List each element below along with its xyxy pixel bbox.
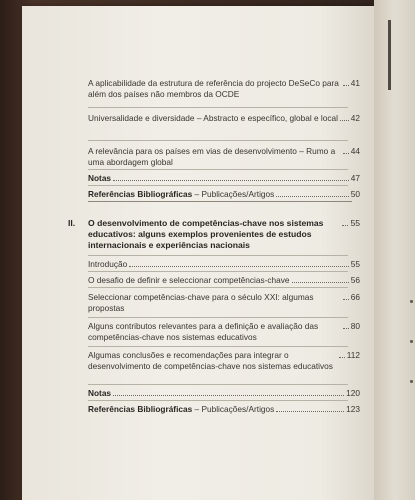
bullet-mark	[410, 380, 413, 383]
divider	[88, 287, 348, 288]
toc-entry-page: 66	[350, 292, 360, 302]
divider	[88, 271, 348, 272]
notes-page: 47	[350, 173, 360, 183]
divider	[88, 185, 348, 186]
toc-entry-page: 55	[350, 259, 360, 269]
toc-entry	[88, 78, 360, 100]
toc-entry-page: 42	[350, 113, 360, 123]
toc-entry-text: Algumas conclusões e recomendações para integrar o desenvolvimento de competências-chave nos sistemas educativos	[88, 350, 333, 371]
toc-entry-text: A relevância para os países em vias de desenvolvimento – Rumo a uma abordagem global	[88, 146, 336, 167]
references-label: Referências Bibliográficas	[88, 189, 193, 199]
references-page: 123	[346, 404, 360, 414]
references-entry	[88, 189, 360, 200]
toc-entry-text: Universalidade e diversidade – Abstracto e específico, global e local	[88, 113, 338, 123]
section-title: O desenvolvimento de competências-chave nos sistemas educativos: alguns exemplos provenientes de estudos internacionais e experiências nacionais	[88, 218, 324, 250]
section-number: II.	[68, 218, 76, 228]
section-heading	[68, 218, 360, 251]
toc-entry	[88, 321, 360, 343]
divider	[88, 400, 348, 401]
toc-entry	[88, 259, 360, 270]
toc-entry-text: A aplicabilidade da estrutura de referência do projecto DeSeCo para além dos países não membros da OCDE	[88, 78, 339, 99]
divider	[88, 384, 348, 385]
notes-page: 120	[346, 388, 360, 398]
toc-entry-page: 112	[346, 350, 360, 360]
divider	[88, 169, 348, 170]
divider	[88, 255, 348, 256]
notes-entry	[88, 388, 360, 399]
toc-entry	[88, 113, 360, 124]
toc-entry	[88, 146, 360, 168]
book-page	[22, 6, 374, 500]
references-subtitle: – Publicações/Artigos	[192, 404, 275, 414]
toc-entry	[88, 275, 360, 286]
toc-entry-text: O desafio de definir e seleccionar competências-chave	[88, 275, 290, 285]
references-subtitle: – Publicações/Artigos	[192, 189, 275, 199]
toc-entry	[88, 350, 360, 372]
bullet-mark	[410, 340, 413, 343]
toc-entry-text: Introdução	[88, 259, 128, 269]
adjacent-page-edge	[374, 0, 415, 500]
divider	[88, 107, 348, 108]
divider	[88, 317, 348, 318]
toc-entry-page: 80	[350, 321, 360, 331]
toc-entry	[88, 292, 360, 314]
toc-entry-text: Alguns contributos relevantes para a definição e avaliação das competências-chave nos sistemas educativos	[88, 321, 319, 342]
references-label: Referências Bibliográficas	[88, 404, 193, 414]
notes-entry	[88, 173, 360, 184]
toc-entry-page: 44	[350, 146, 360, 156]
toc-entry-page: 56	[350, 275, 360, 285]
divider	[88, 346, 348, 347]
divider	[88, 140, 348, 141]
toc-entry-text: Seleccionar competências-chave para o século XXI: algumas propostas	[88, 292, 314, 313]
notes-label: Notas	[88, 388, 112, 398]
toc-entry-page: 41	[350, 78, 360, 88]
references-entry	[88, 404, 360, 415]
divider	[88, 201, 352, 202]
bullet-mark	[410, 300, 413, 303]
notes-label: Notas	[88, 173, 112, 183]
section-page: 55	[350, 218, 360, 228]
adjacent-page-bar	[388, 20, 391, 90]
references-page: 50	[350, 189, 360, 199]
